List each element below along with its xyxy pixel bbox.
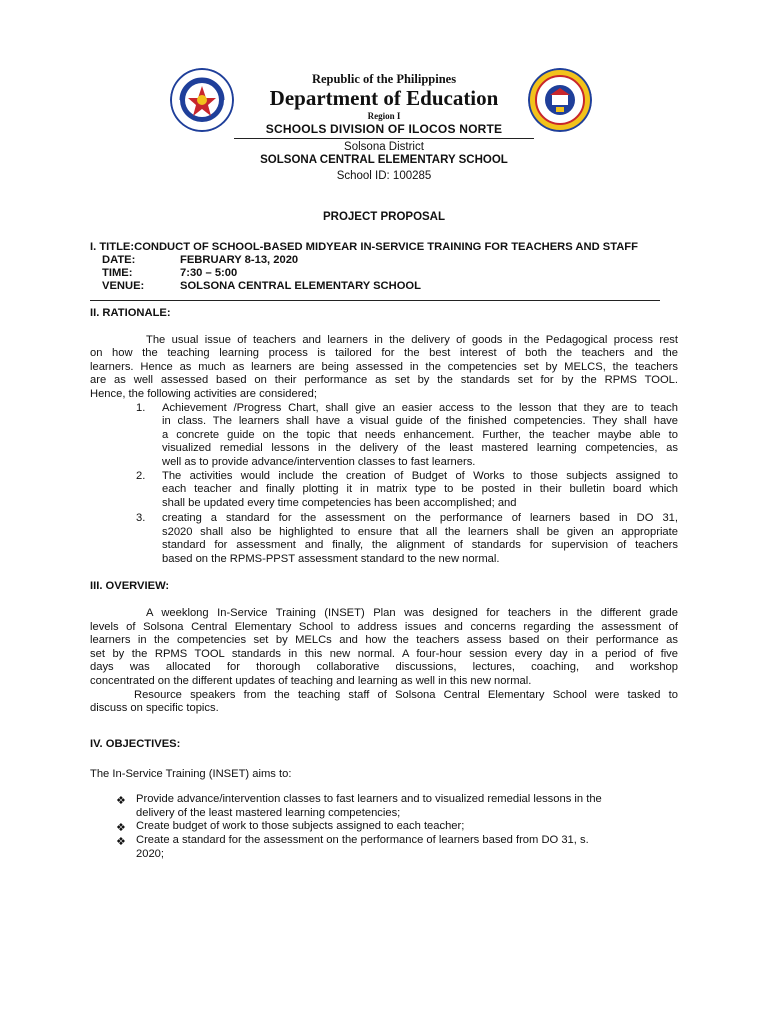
rationale-item-line: creating a standard for the assessment on the performance of learners based in DO 31, <box>162 512 678 524</box>
list-number: 2. <box>136 470 146 482</box>
school-heading: SOLSONA CENTRAL ELEMENTARY SCHOOL <box>260 154 508 166</box>
time-value: 7:30 – 5:00 <box>180 267 238 279</box>
objective-line: delivery of the least mastered learning competencies; <box>136 807 401 819</box>
rationale-line: on how the teaching learning process is tailored for the best interest of both the teachers and the <box>90 347 678 359</box>
overview-line: set by the RPMS TOOL standards in this new normal. A four-hour session every day in a period of five <box>90 648 678 660</box>
overview-line: days was allocated for thorough collaborative discussions, lectures, coaching, and workshop <box>90 661 678 673</box>
rationale-line: Hence, the following activities are considered; <box>90 388 317 400</box>
rationale-item-line: visualized remedial lessons in the delivery of the least mastered learning competencies, as <box>162 442 678 454</box>
rationale-heading: II. RATIONALE: <box>90 307 171 319</box>
overview-line: learners in the competencies set by MELCs and how the teachers assess based on their performance as <box>90 634 678 646</box>
objective-line: 2020; <box>136 848 164 860</box>
overview-line: discuss on specific topics. <box>90 702 219 714</box>
venue-label: VENUE: <box>102 280 145 292</box>
rationale-item-line: Achievement /Progress Chart, shall give an easier access to the lesson that they are to teach <box>162 402 678 414</box>
date-row <box>102 254 298 266</box>
rationale-item-line: each teacher and finally plotting it in matrix type to be posted in their bulletin board which <box>162 483 678 495</box>
rationale-item-line: The activities would include the creation of Budget of Works to those subjects assigned to <box>162 470 678 482</box>
rationale-line: The usual issue of teachers and learners in the delivery of goods in the Pedagogical process rest <box>146 334 678 346</box>
time-row <box>102 267 237 279</box>
overview-line: A weeklong In-Service Training (INSET) Plan was designed for teachers in the different grade <box>146 607 678 619</box>
republic-heading: Republic of the Philippines <box>311 72 457 86</box>
rationale-item-line: a concrete guide on the topic that needs enhancement. Further, the teacher maybe able to <box>162 429 678 441</box>
rationale-item-line: s2020 shall also be highlighted to ensure that all the learners shall be given an appropriate <box>162 526 678 538</box>
rationale-item-line: in class. The learners shall have a visual guide of the finished competencies. They shall have <box>162 415 678 427</box>
diamond-star-bullet-icon: ❖ <box>116 795 126 807</box>
overview-heading: III. OVERVIEW: <box>90 580 170 592</box>
diamond-star-bullet-icon: ❖ <box>116 836 126 848</box>
division-heading: SCHOOLS DIVISION OF ILOCOS NORTE <box>265 122 503 136</box>
diamond-star-bullet-icon: ❖ <box>116 822 126 834</box>
overview-line: levels of Solsona Central Elementary School to address issues and concerns regarding the assessment of <box>90 621 678 633</box>
date-label: DATE: <box>102 254 136 266</box>
time-label: TIME: <box>102 267 133 279</box>
rationale-line: are as well assessed based on their performance as set by the standards set for by the RPMS TOOL. <box>90 374 678 386</box>
objectives-intro: The In-Service Training (INSET) aims to: <box>90 768 292 780</box>
document-title: PROJECT PROPOSAL <box>322 211 446 223</box>
date-value: FEBRUARY 8-13, 2020 <box>180 254 299 266</box>
department-heading: Department of Education <box>269 86 499 110</box>
venue-value: SOLSONA CENTRAL ELEMENTARY SCHOOL <box>180 280 421 292</box>
section-divider <box>90 300 660 301</box>
school-id: School ID: 100285 <box>336 170 432 182</box>
overview-line: Resource speakers from the teaching staff of Solsona Central Elementary School were tasked to <box>134 689 678 701</box>
rationale-item-line: based on the RPMS-PPST assessment standard to the new normal. <box>162 553 500 565</box>
header-divider <box>234 138 534 139</box>
list-number: 1. <box>136 402 146 414</box>
rationale-item-line: standard for assessment and finally, the alignment of standards for supervision of teachers <box>162 539 678 551</box>
rationale-item-line: shall be updated every time competencies has been accomplished; and <box>162 497 517 509</box>
objective-line: Provide advance/intervention classes to fast learners and to visualized remedial lessons in the <box>136 793 602 805</box>
overview-line: concentrated on the different updates of teaching and learning as well in this new normal. <box>90 675 532 687</box>
objective-line: Create budget of work to those subjects assigned to each teacher; <box>136 820 465 832</box>
district-heading: Solsona District <box>344 141 424 153</box>
venue-row <box>102 280 421 292</box>
rationale-item-line: well as to provide advance/intervention classes to fast learners. <box>162 456 476 468</box>
rationale-line: learners. Hence as much as learners are being assessed in the competencies set by MELCS, the teachers <box>90 361 678 373</box>
list-number: 3. <box>136 512 146 524</box>
region-heading: Region I <box>367 111 401 121</box>
objectives-heading: IV. OBJECTIVES: <box>90 738 181 750</box>
objective-line: Create a standard for the assessment on the performance of learners based from DO 31, s. <box>136 834 589 846</box>
title-line: I. TITLE:CONDUCT OF SCHOOL-BASED MIDYEAR IN-SERVICE TRAINING FOR TEACHERS AND STAFF <box>90 241 638 253</box>
